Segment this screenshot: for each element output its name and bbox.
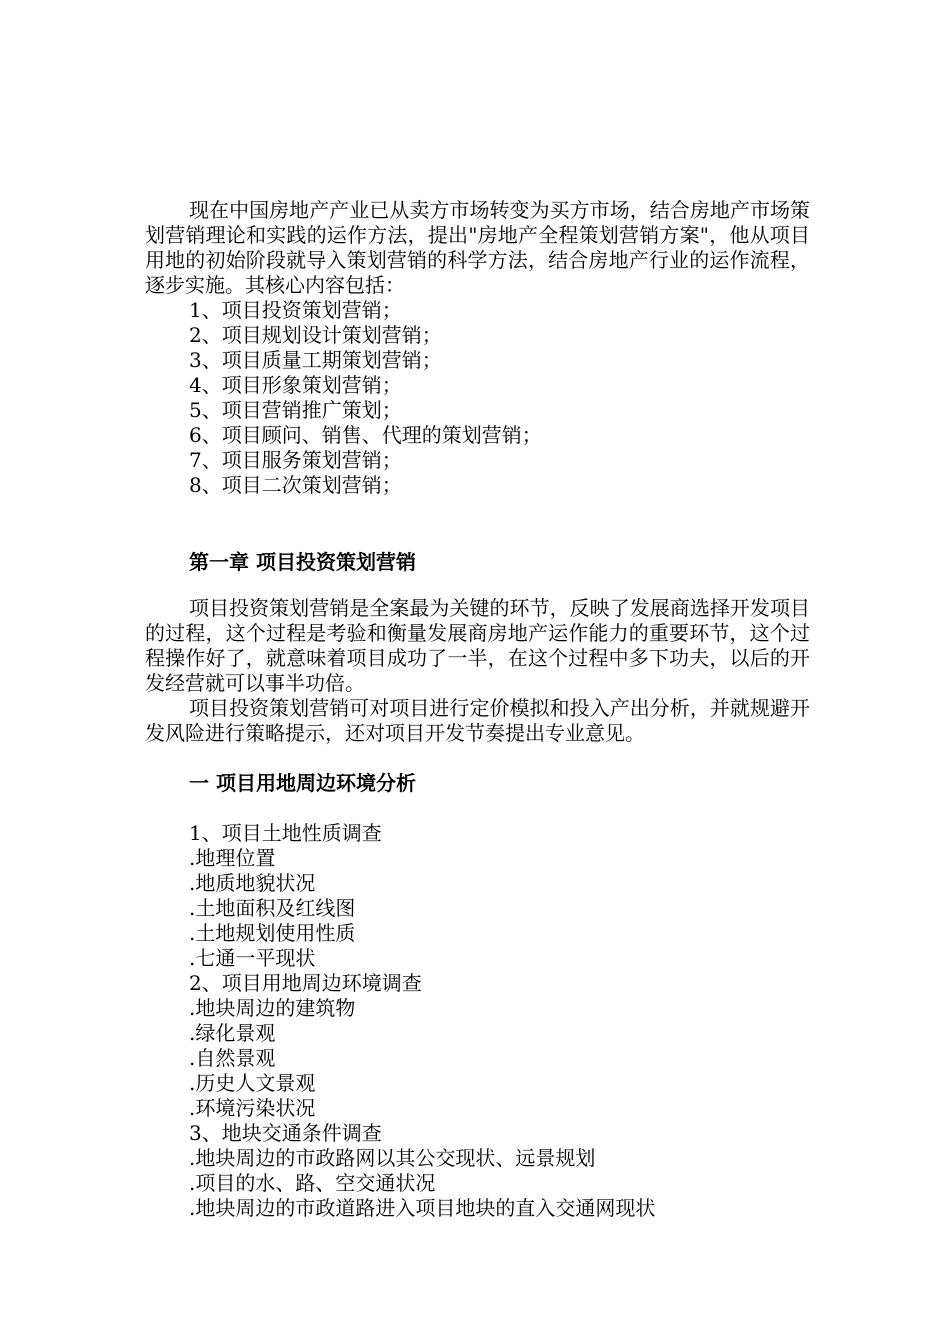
section-list (145, 821, 810, 1221)
list-item: .地质地貌状况 (189, 871, 316, 895)
list-item: 3、地块交通条件调查 (189, 1121, 382, 1145)
list-item: .环境污染状况 (189, 1096, 316, 1120)
chapter-body (145, 596, 810, 746)
list-item: .历史人文景观 (189, 1071, 316, 1095)
list-item: 2、项目用地周边环境调查 (189, 971, 422, 995)
list-item: 6、项目顾问、销售、代理的策划营销； (189, 423, 542, 447)
chapter-paragraph: 项目投资策划营销是全案最为关键的环节，反映了发展商选择开发项目的过程，这个过程是考验和衡量发展商房地产运作能力的重要环节，这个过程操作好了，就意味着项目成功了一半，在这个过程中多下功夫，以后的开发经营就可以事半功倍。 (145, 596, 810, 695)
chapter-title: 第一章 项目投资策划营销 (189, 550, 416, 574)
section-body (145, 821, 810, 1221)
list-item: .七通一平现状 (189, 946, 316, 970)
list-item: 5、项目营销推广策划； (189, 398, 402, 422)
section-title: 一 项目用地周边环境分析 (189, 771, 416, 795)
list-item: 8、项目二次策划营销； (189, 473, 402, 497)
list-item: .地理位置 (189, 846, 276, 870)
chapter-paragraph: 项目投资策划营销可对项目进行定价模拟和投入产出分析，并就规避开发风险进行策略提示，还对项目开发节奏提出专业意见。 (145, 696, 810, 745)
list-item: 7、项目服务策划营销； (189, 448, 402, 472)
list-item: .土地面积及红线图 (189, 896, 356, 920)
list-item: .项目的水、路、空交通状况 (189, 1171, 436, 1195)
intro-paragraph: 现在中国房地产产业已从卖方市场转变为买方市场，结合房地产市场策划营销理论和实践的运作方法，提出"房地产全程策划营销方案"，他从项目用地的初始阶段就导入策划营销的科学方法，结合房地产行业的运作流程，逐步实施。其核心内容包括： (145, 198, 810, 297)
list-item: .绿化景观 (189, 1021, 276, 1045)
list-item: .土地规划使用性质 (189, 921, 356, 945)
list-item: 1、项目土地性质调查 (189, 821, 382, 845)
list-item: .地块周边的市政路网以其公交现状、远景规划 (189, 1146, 596, 1170)
intro-block (145, 198, 810, 498)
list-item: .地块周边的建筑物 (189, 996, 356, 1020)
list-item: .自然景观 (189, 1046, 276, 1070)
list-item: .地块周边的市政道路进入项目地块的直入交通网现状 (189, 1196, 656, 1220)
list-item: 2、项目规划设计策划营销； (189, 323, 442, 347)
list-item: 1、项目投资策划营销； (189, 298, 402, 322)
intro-list (145, 298, 810, 498)
list-item: 4、项目形象策划营销； (189, 373, 402, 397)
list-item: 3、项目质量工期策划营销； (189, 348, 442, 372)
